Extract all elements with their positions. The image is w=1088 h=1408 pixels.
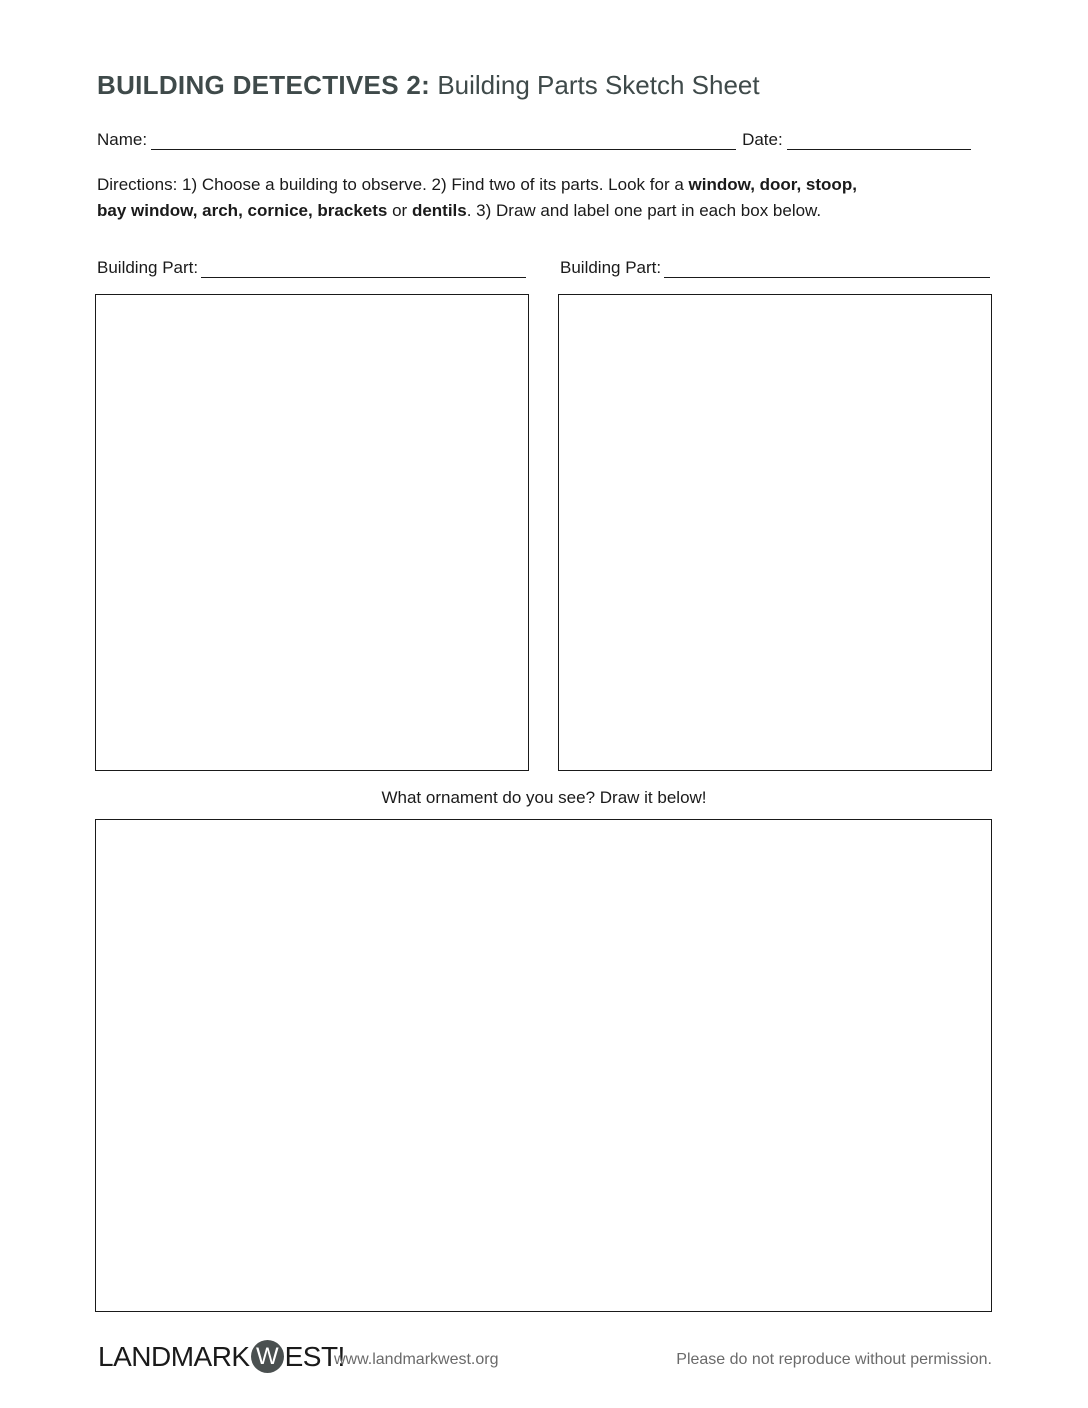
- name-date-row: [97, 130, 971, 150]
- footer-copyright-note: Please do not reproduce without permission.: [676, 1351, 992, 1368]
- page-title-bold: BUILDING DETECTIVES 2:: [97, 70, 431, 100]
- building-part-field-left[interactable]: [201, 259, 526, 278]
- name-label: Name:: [97, 130, 148, 149]
- logo-w-circle: W: [251, 1340, 284, 1373]
- logo-prefix: LANDMARK: [98, 1340, 250, 1372]
- sketch-box-left[interactable]: [95, 294, 529, 771]
- building-part-field-right[interactable]: [664, 259, 990, 278]
- landmark-west-logo: [98, 1340, 345, 1373]
- date-label: Date:: [742, 130, 783, 149]
- directions-part-1: Directions: 1) Choose a building to observe. 2) Find two of its parts. Look for a: [97, 175, 689, 194]
- directions-part-4: . 3) Draw and label one part in each box below.: [466, 201, 822, 220]
- directions-part-3: or: [387, 201, 412, 220]
- ornament-sketch-box[interactable]: [95, 819, 992, 1312]
- page-title: [97, 70, 760, 101]
- logo-suffix: EST!: [284, 1340, 345, 1372]
- date-field[interactable]: [787, 131, 971, 150]
- building-part-label-right: Building Part:: [560, 258, 662, 277]
- directions-text: [97, 172, 997, 224]
- directions-bold-2: bay window, arch, cornice, brackets: [97, 201, 388, 220]
- page-title-subtitle: Building Parts Sketch Sheet: [437, 70, 760, 100]
- ornament-prompt: What ornament do you see? Draw it below!: [381, 788, 707, 807]
- building-part-left-row: [97, 258, 526, 278]
- directions-bold-3: dentils: [411, 201, 467, 220]
- directions-bold-1: window, door, stoop,: [688, 175, 857, 194]
- sketch-box-right[interactable]: [558, 294, 992, 771]
- name-field[interactable]: [151, 131, 736, 150]
- building-part-right-row: [560, 258, 990, 278]
- building-part-label-left: Building Part:: [97, 258, 199, 277]
- footer-url[interactable]: www.landmarkwest.org: [334, 1351, 499, 1368]
